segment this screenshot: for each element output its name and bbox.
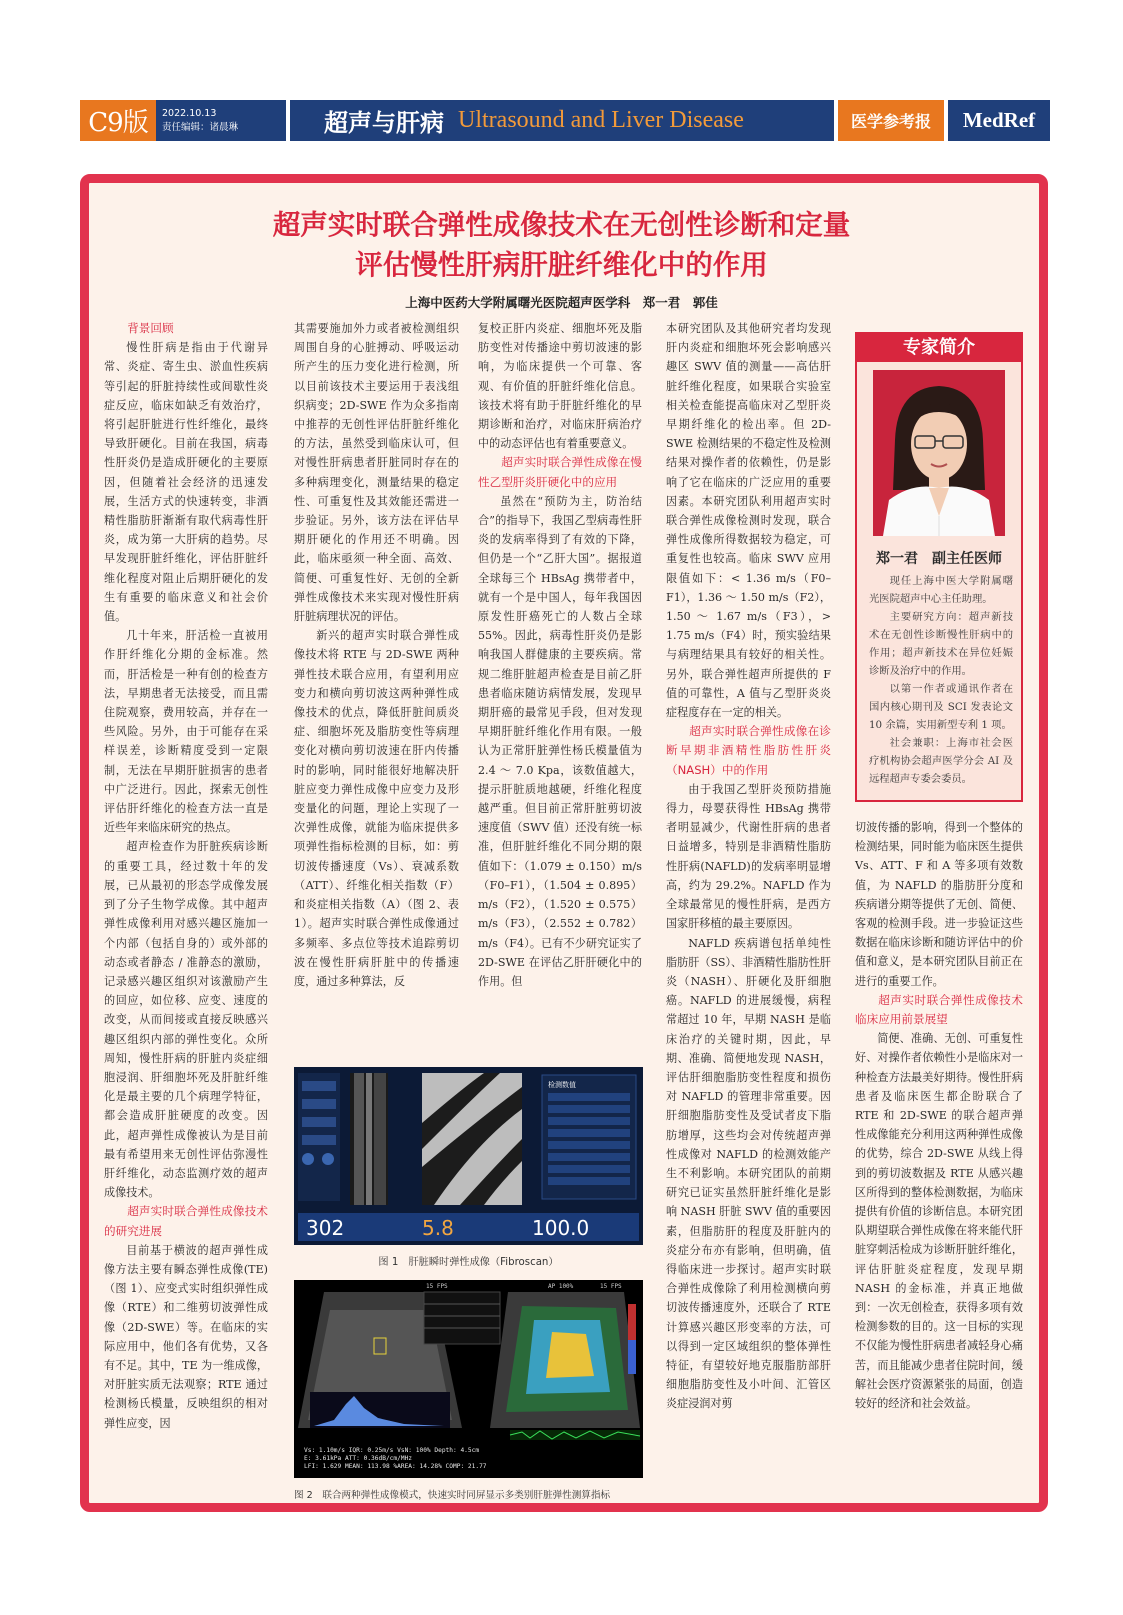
stats-line-1: Vs: 1.10m/s IQR: 0.25m/s VsN: 100% Depth: 4.5cm bbox=[304, 1447, 480, 1454]
portrait-illustration bbox=[873, 370, 1005, 536]
masthead bbox=[80, 100, 1050, 141]
figure-2-caption: 图 2 联合两种弹性成像模式，快速实时同屏显示多类别肝脏弹性测算指标 bbox=[294, 1490, 611, 1501]
headline-line-1: 超声实时联合弹性成像技术在无创性诊断和定量 bbox=[272, 209, 851, 241]
section-title-zh: 超声与肝病 bbox=[324, 108, 444, 137]
section-title-en: Ultrasound and Liver Disease bbox=[458, 107, 744, 133]
paragraph: 几十年来，肝活检一直被用作肝纤维化分期的金标准。然而，肝活检是一种有创的检查方法，早期患者无法接受，而且需住院观察，费用较高，并存在一些风险。另外，由于可能存在采样误差，诊断精度受到一定限制，无法在早期肝脏损害的患者中广泛进行。因此，探索无创性评估肝纤维化的检查方法一直是近些年来临床研究的热点。 bbox=[104, 629, 268, 835]
paragraph: NAFLD 疾病谱包括单纯性脂肪肝（SS）、非酒精性脂肪性肝炎（NASH）、肝硬化及肝细胞癌。NAFLD 的进展缓慢，病程常超过 10 年，早期 NASH 是临床治疗的关键时期，因此，早期、准确、简便地发现 NASH，评估肝细胞脂肪变性程度和损伤对 NAFLD 的管理非常重要。因肝细胞脂肪变性及受试者皮下脂肪增厚，这些均会对传统超声弹性成像对 NAFLD 的检测效能产生不利影响。本研究团队的前期研究已证实虽然肝脏纤维化是影响 NASH 肝脏 SWV 值的重要因素，但脂肪肝的程度及肝脏内的炎症分布亦有影响，但明确，值得临床进一步探讨。超声实时联合弹性成像除了利用检测横向剪切波传播速度外，还联合了 RTE 计算感兴趣区形变率的方法，可以得到一定区域组织的整体弹性特征，有望较好地克服脂肪部肝细胞脂肪变性及小叶间、汇管区炎症浸润对剪 bbox=[666, 936, 831, 1411]
paragraph: 复校正肝内炎症、细胞坏死及脂肪变性对传播途中剪切波速的影响，为临床提供一个可靠、客观、有价值的肝脏纤维化信息。该技术将有助于肝脏纤维化的早期诊断和治疗，对临床肝病治疗中的动态评估也有着重要意义。 bbox=[478, 322, 642, 451]
fps-right: 15 FPS bbox=[600, 1283, 622, 1290]
issue-editor: 责任编辑：诸晨琳 bbox=[162, 122, 239, 133]
paragraph: 简便、准确、无创、可重复性好、对操作者依赖性小是临床对一种检查方法最美好期待。慢性肝病患者及临床医生都企盼联合了 RTE 和 2D-SWE 的联合超声弹性成像能充分利用这两种弹性成像的优势，综合 2D-SWE 从线上得到的剪切波数据及 RTE 从感兴趣区所得到的整体检测数据，为临床提供有价值的诊断信息。本研究团队期望联合弹性成像在将来能代肝脏穿刺活检成为诊断肝脏纤维化，评估肝脏炎症程度，发现早期 NASH 的金标准，并真正地做到：一次无创检查，获得多项有效检测参数的目的。这一目标的实现不仅能为慢性肝病患者减轻身心痛苦，而且能减少患者住院时间，缓解社会医疗资源紧张的局面，创造较好的经济和社会效益。 bbox=[855, 1032, 1023, 1411]
section-heading: 超声实时联合弹性成像在诊断早期非酒精性脂肪性肝炎（NASH）中的作用 bbox=[666, 724, 831, 777]
page-number: C9版 bbox=[80, 100, 156, 141]
fps-left: 15 FPS bbox=[426, 1283, 448, 1290]
paper-name: 医学参考报 bbox=[838, 100, 944, 141]
column-2 bbox=[294, 319, 459, 991]
issue-date: 2022.10.13 bbox=[162, 108, 217, 119]
expert-name: 郑一君 副主任医师 bbox=[876, 551, 1002, 567]
expert-bio bbox=[857, 568, 1021, 788]
section-heading: 超声实时联合弹性成像在慢性乙型肝炎肝硬化中的应用 bbox=[478, 455, 642, 489]
bio-paragraph: 以第一作者或通讯作者在国内核心期刊及 SCI 发表论文 10 余篇，实用新型专利 1 项。 bbox=[869, 683, 1013, 731]
section-heading: 超声实时联合弹性成像技术临床应用前景展望 bbox=[855, 992, 1023, 1027]
bio-paragraph: 主要研究方向：超声新技术在无创性诊断慢性肝病中的作用；超声新技术在异位妊娠诊断及治疗中的作用。 bbox=[869, 611, 1013, 677]
figure-1-caption: 图 1 肝脏瞬时弹性成像（Fibroscan） bbox=[378, 1257, 559, 1268]
expert-profile bbox=[855, 332, 1023, 802]
panel-title: 检测数值 bbox=[548, 1081, 576, 1089]
issue-meta bbox=[156, 100, 286, 141]
column-1 bbox=[104, 319, 268, 1433]
paragraph: 由于我国乙型肝炎预防措施得力，母婴获得性 HBsAg 携带者明显减少，代谢性肝病的患者日益增多，特别是非酒精性脂肪性肝病(NAFLD)的发病率明显增高，约为 29.2%。NAFLD 作为全球最常见的慢性肝病，是西方国家肝移植的最主要原因。 bbox=[666, 782, 831, 931]
figure-combined-elastography bbox=[294, 1280, 643, 1478]
bio-paragraph: 社会兼职：上海市社会医疗机构协会超声医学分会 AI 及远程超声专委会委员。 bbox=[869, 737, 1013, 785]
expert-portrait bbox=[873, 370, 1005, 536]
ap-label: AP 100% bbox=[548, 1283, 574, 1290]
headline-line-2: 评估慢性肝病肝脏纤维化中的作用 bbox=[355, 249, 768, 281]
column-4 bbox=[666, 319, 831, 1414]
article-headline bbox=[0, 205, 1123, 285]
figure-fibroscan bbox=[294, 1067, 643, 1245]
readout-mid: 5.8 bbox=[422, 1216, 454, 1240]
byline: 上海中医药大学附属曙光医院超声医学科 郑一君 郭佳 bbox=[405, 295, 718, 310]
paragraph: 慢性肝病是指由于代谢异常、炎症、寄生虫、淤血性疾病等引起的肝脏持续性或间歇性炎症反应，临床如缺乏有效治疗，将引起肝脏进行性纤维化，最终导致肝硬化。目前在我国，病毒性肝炎仍是造成肝硬化的主要原因，但随着社会经济的迅速发展，生活方式的快速转变，非酒精性脂肪肝渐渐有取代病毒性肝炎，成为第一大肝病的趋势。尽早发现肝脏纤维化，评估肝脏纤维化程度对阻止后期肝硬化的发生有重要的临床意义和社会价值。 bbox=[104, 341, 268, 624]
paragraph: 目前基于横波的超声弹性成像方法主要有瞬态弹性成像(TE)（图 1）、应变式实时组织弹性成像（RTE）和二维剪切波弹性成像（2D-SWE）等。在临床的实际应用中，他们各有优势，又各有不足。其中，TE 为一维成像，对肝脏实质无法观察；RTE 通过检测杨氏模量，反映组织的相对弹性应变，因 bbox=[104, 1243, 268, 1430]
section-heading: 超声实时联合弹性成像技术的研究进展 bbox=[104, 1204, 268, 1238]
readout-left: 302 bbox=[306, 1216, 345, 1240]
expert-header: 专家简介 bbox=[857, 334, 1021, 362]
paragraph: 新兴的超声实时联合弹性成像技术将 RTE 与 2D-SWE 两种弹性技术联合应用，有望利用应变力和横向剪切波这两种弹性成像技术的优点，降低肝脏间质炎症、细胞坏死及脂肪变性等病理变化对横向剪切波速在肝内传播时的影响，同时能很好地解决肝脏应变力弹性成像中应变力及形变量化的问题，理论上实现了一次弹性成像，就能为临床提供多项弹性指标检测的目标，如：剪切波传播速度（Vs）、衰减系数（ATT）、纤维化相关指数（F）和炎症相关指数（A）（图 2、表 1）。超声实时联合弹性成像通过多频率、多点位等技术追踪剪切波在慢性肝病肝脏中的传播速度，通过多种算法，反 bbox=[294, 629, 459, 988]
stats-line-3: LFI: 1.629 MEAN: 113.98 %AREA: 14.28% COMP: 21.77 bbox=[304, 1463, 487, 1470]
column-3 bbox=[478, 319, 642, 991]
column-5 bbox=[855, 818, 1023, 1413]
readout-right: 100.0 bbox=[532, 1216, 590, 1240]
fibroscan-screen bbox=[294, 1067, 643, 1245]
paragraph: 虽然在“预防为主，防治结合”的指导下，我国乙型病毒性肝炎的发病率得到了有效的下降，但仍是一个“乙肝大国”。据报道全球每三个 HBsAg 携带者中，就有一个是中国人，每年我国因原发性肝癌死亡的人数占全球 55%。因此，病毒性肝炎仍是影响我国人群健康的主要疾病。常规二维肝脏超声检查是目前乙肝患者临床随访病情发展，发现早期肝癌的最常见手段，但对发现早期肝脏纤维化作用有限。一般认为正常肝脏弹性杨氏模量值为 2.4 ～ 7.0 Kpa，该数值越大，提示肝脏质地越硬，纤维化程度越严重。但目前正常肝脏剪切波速度值（SWV 值）还没有统一标准，但肝脏纤维化不同分期的限值如下：（1.079 ± 0.150）m/s（F0–F1），（1.504 ± 0.895）m/s（F2），（1.520 ± 0.575）m/s（F3），（2.552 ± 0.782）m/s（F4）。已有不少研究证实了 2D-SWE 在评估乙肝肝硬化中的作用。但 bbox=[478, 494, 642, 988]
combined-elastography-screen bbox=[294, 1280, 643, 1478]
paragraph: 切波传播的影响，得到一个整体的检测结果，同时能为临床医生提供 Vs、ATT、F 和 A 等多项有效数值，为 NAFLD 的脂肪肝分度和疾病谱分期等提供了无创、简便、客观的检测手段。进一步验证这些数据在临床诊断和随访评估中的价值和意义，是本研究团队目前正在进行的重要工作。 bbox=[855, 821, 1023, 988]
paragraph: 本研究团队及其他研究者均发现肝内炎症和细胞坏死会影响感兴趣区 SWV 值的测量——高估肝脏纤维化程度，如果联合实验室相关检查能提高临床对乙型肝炎早期纤维化的检出率。但 2D-SWE 检测结果的不稳定性及检测结果对操作者的依赖性，仍是影响了它在临床的广泛应用的重要因素。本研究团队利用超声实时联合弹性成像检测时发现，联合弹性成像所得数据较为稳定，可重复性也较高。临床 SWV 应用限值如下：< 1.36 m/s（F0–F1），1.36 ～ 1.50 m/s（F2），1.50 ～ 1.67 m/s（F3），> 1.75 m/s（F4）时，预实验结果与病理结果具有较好的相关性。另外，联合弹性超声所提供的 F 值的可靠性，A 值与乙型肝炎炎症程度存在一定的相关。 bbox=[666, 322, 831, 720]
section-heading: 背景回顾 bbox=[127, 321, 174, 335]
stats-line-2: E: 3.61kPa ATT: 0.36dB/cm/MHz bbox=[304, 1455, 413, 1462]
bio-paragraph: 现任上海中医大学附属曙光医院超声中心主任助理。 bbox=[869, 575, 1013, 605]
brand-logo: MedRef bbox=[948, 100, 1050, 141]
section-title bbox=[290, 100, 834, 141]
paragraph: 超声检查作为肝脏疾病诊断的重要工具，经过数十年的发展，已从最初的形态学成像发展到了分子生物学成像。其中超声弹性成像利用对感兴趣区施加一个内部（包括自身的）或外部的动态或者静态 / 准静态的激励，记录感兴趣区组织对该激励产生的回应，如位移、应变、速度的改变，从而间接或直接反映感兴趣区组织内部的弹性变化。众所周知，慢性肝病的肝脏内炎症细胞浸润、肝细胞坏死及肝脏纤维化是最主要的几个病理学特征，都会造成肝脏硬度的改变。因此，超声弹性成像被认为是目前最有希望用来无创性评估弥漫性肝纤维化，动态监测疗效的超声成像技术。 bbox=[104, 840, 268, 1200]
paragraph: 其需要施加外力或者被检测组织周围自身的心脏搏动、呼吸运动所产生的压力变化进行检测，所以目前该技术主要运用于表浅组织病变；2D-SWE 作为众多指南中推荐的无创性评估肝脏纤维化的方法，虽然受到临床认可，但对慢性肝病患者肝脏同时存在的多种病理变化，测量结果的稳定性、可重复性及其效能还需进一步验证。另外，该方法在评估早期肝硬化的作用还不明确。因此，临床亟须一种全面、高效、简便、可重复性好、无创的全新弹性成像技术来实现对慢性肝病肝脏病理状况的评估。 bbox=[294, 322, 459, 624]
